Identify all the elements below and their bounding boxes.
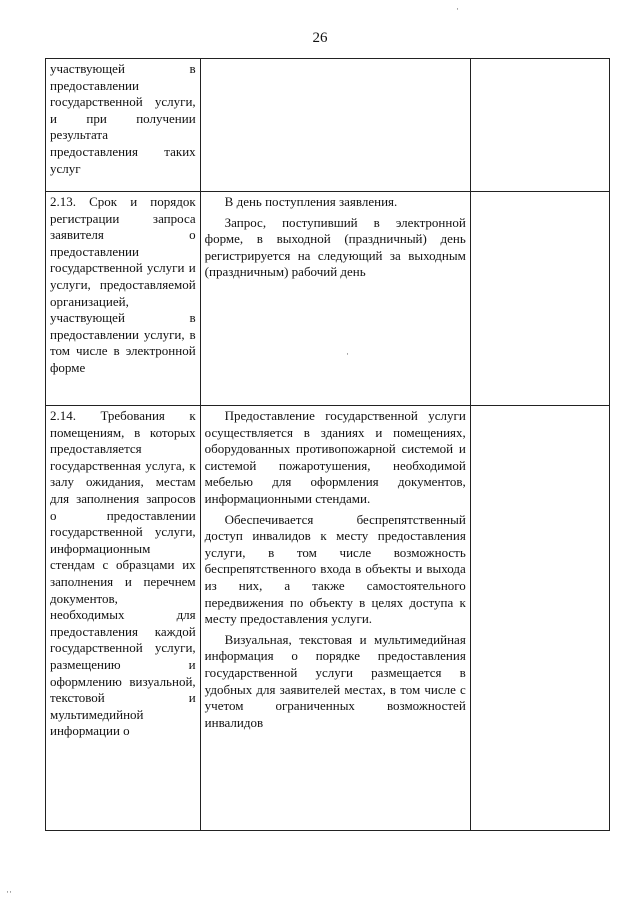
- requirement-cell: [46, 59, 201, 192]
- table-row: [46, 192, 610, 406]
- requirement-cell: [46, 192, 201, 406]
- description-paragraph: Обеспечивается беспрепятственный доступ инвалидов к месту предоставления услуги, в том числе возможность беспрепятственного входа в объекты и выхода из них, а также самостоятельного передвижения по объекту в целях доступа к месту предоставления услуги.: [204, 511, 466, 627]
- table-row: [46, 59, 610, 192]
- page-number: 26: [312, 30, 328, 46]
- scan-speck: ·: [456, 4, 459, 14]
- table-row: [46, 406, 610, 831]
- requirement-text: участвующей в предоставлении государственной услуги, и при получении результата предоставления таких услуг: [50, 61, 196, 176]
- notes-cell: [470, 406, 609, 831]
- scan-speck: ·: [346, 349, 349, 359]
- description-paragraph: В день поступления заявления.: [224, 194, 398, 209]
- regulation-table: [45, 58, 610, 831]
- requirement-text: 2.13. Срок и порядок регистрации запроса заявителя о предоставлении государственной услуги и услуги, предоставляемой организацией, участвующей в предоставлении услуги, в том числе в электронной форме: [50, 194, 196, 375]
- description-cell: [200, 59, 470, 192]
- requirement-cell: [46, 406, 201, 831]
- description-paragraph: Визуальная, текстовая и мультимедийная информация о порядке предоставления государственной услуги размещается в удобных для заявителей местах, в том числе с учетом ограниченных возможностей инвалидов: [204, 631, 466, 730]
- description-cell: [200, 406, 470, 831]
- description-cell: [200, 192, 470, 406]
- description-paragraph: Запрос, поступивший в электронной форме, в выходной (праздничный) день регистрируется на следующий за выходным (праздничным) рабочий день: [204, 214, 466, 280]
- notes-cell: [470, 192, 609, 406]
- description-paragraph: Предоставление государственной услуги осуществляется в зданиях и помещениях, оборудованных противопожарной системой и системой пожаротушения, необходимой мебелью для оформления документов, информационными стендами.: [204, 408, 466, 506]
- notes-cell: [470, 59, 609, 192]
- requirement-text: 2.14. Требования к помещениям, в которых предоставляется государственная услуга, к залу ожидания, местам для заполнения запросов о предоставлении государственной услуги, информационным стендам с образцами их заполнения и перечнем документов, необходимых для предоставления каждой государственной услуги, размещению и оформлению визуальной, текстовой и мультимедийной информации о: [50, 408, 196, 739]
- scan-speck: ··: [6, 887, 12, 897]
